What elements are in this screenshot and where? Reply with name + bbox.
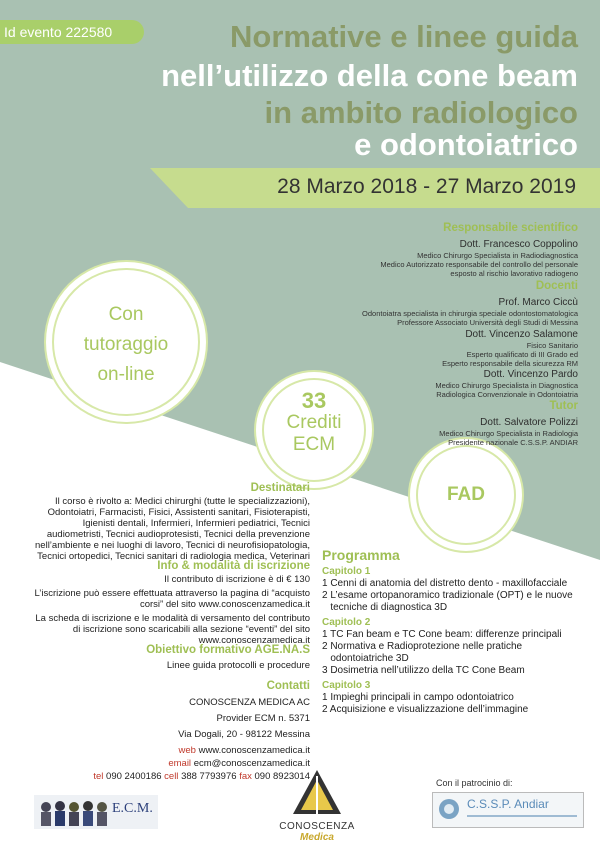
cssp-logo-text: C.S.S.P. Andiar	[467, 797, 549, 811]
info-line-6: www.conoscenzamedica.it	[198, 635, 310, 646]
ecm-logo-text: E.C.M.	[112, 801, 153, 816]
title-line-3: in ambito radiologico	[264, 95, 578, 130]
title-line-4: e odontoiatrico	[354, 127, 578, 162]
info-text	[35, 574, 311, 646]
info-line-5: di iscrizione sono scaricabili alla sezione “eventi” del sito	[72, 624, 310, 635]
programma-heading: Programma	[322, 547, 400, 563]
destinatari-line-5: nell’ambiente e nei luoghi di lavoro, Tecnici di neurofisiopatologia,	[35, 540, 310, 551]
chapter-2-item-4: 3 Dosimetria nell’utilizzo della TC Cone Beam	[322, 665, 525, 676]
destinatari-line-1: Il corso è rivolto a: Medici chirurghi (tutte le specializzazioni),	[54, 496, 310, 507]
tutor-line-1: Con	[108, 304, 144, 325]
event-dates: 28 Marzo 2018 - 27 Marzo 2019	[277, 175, 576, 198]
destinatari-line-3: Igienisti dentali, Infermieri, Infermieri pediatrici, Tecnici	[82, 518, 310, 529]
tutoring-badge	[52, 268, 200, 416]
fad-badge: FAD	[416, 445, 516, 545]
title-line-2: nell’utilizzo della cone beam	[161, 58, 578, 93]
email-link[interactable]: ecm@conoscenzamedica.it	[193, 758, 310, 769]
tel-value: 090 2400186	[106, 771, 162, 782]
chapter-2-title: Capitolo 2	[322, 617, 371, 628]
tutor-role-2: Presidente nazionale C.S.S.P. ANDIAR	[448, 438, 578, 447]
chapter-2-item-1: 1 TC Fan beam e TC Cone beam: differenze principali	[322, 629, 562, 640]
docente-1-role-2: Professore Associato Università degli Studi di Messina	[397, 318, 578, 327]
chapter-3-item-2: 2 Acquisizione e visualizzazione dell’immagine	[322, 704, 529, 715]
responsabile-heading: Responsabile scientifico	[443, 222, 578, 234]
info-line-2: L’iscrizione può essere effettuata attraverso la pagina di “acquisto	[34, 588, 310, 599]
docente-2-role-3: Esperto responsabile della sicurezza RM	[442, 359, 578, 368]
tutor-block	[439, 416, 578, 447]
fax-label: fax	[239, 771, 252, 782]
obiettivo-text: Linee guida protocolli e procedure	[166, 660, 310, 671]
destinatari-text	[35, 496, 310, 562]
destinatari-line-4: audiometristi, Tecnici audioprotesisti, Tecnici della prevenzione	[46, 529, 310, 540]
chapter-1-item-2: 2 L’esame ortopanoramico tradizionale (OPT) e le nuove	[322, 590, 573, 601]
responsabile-role-3: esposto al rischio lavorativo radiogeno	[450, 269, 578, 278]
title-line-1: Normative e linee guida	[230, 19, 578, 54]
contatti-provider: Provider ECM n. 5371	[216, 713, 310, 724]
cssp-divider	[467, 815, 577, 817]
chapter-3-item-1: 1 Impieghi principali in campo odontoiatrico	[322, 692, 514, 703]
responsabile-block	[380, 238, 578, 278]
responsabile-name: Dott. Francesco Coppolino	[459, 239, 578, 250]
docente-1-role-1: Odontoiatra specialista in chirurgia speciale odontostomatologica	[362, 309, 578, 318]
docenti-heading: Docenti	[535, 280, 578, 292]
cssp-emblem-icon	[437, 797, 461, 821]
email-label: email	[168, 758, 192, 769]
brand-name: CONOSCENZA	[279, 821, 355, 832]
docente-2-name: Dott. Vincenzo Salamone	[465, 329, 578, 340]
credits-badge	[262, 378, 366, 482]
web-label: web	[178, 745, 196, 756]
docente-3-role-2: Radiologica Convenzionale in Odontoiatria	[436, 390, 578, 399]
tutor-line-2: tutoraggio	[83, 334, 169, 355]
docente-3-name: Dott. Vincenzo Pardo	[483, 369, 578, 380]
info-line-4: La scheda di iscrizione e le modalità di versamento del contributo	[35, 613, 310, 624]
docente-2-role-2: Esperto qualificato di III Grado ed	[466, 350, 578, 359]
credits-label: Crediti	[286, 412, 342, 433]
docente-1-name: Prof. Marco Ciccù	[498, 297, 578, 308]
responsabile-role-2: Medico Autorizzato responsabile del controllo del personale	[380, 260, 578, 269]
docente-1	[362, 296, 578, 327]
cssp-andiar-logo	[432, 792, 584, 828]
credits-ecm: ECM	[292, 434, 336, 455]
fax-value: 090 8923014	[254, 771, 310, 782]
contatti-web-row	[93, 744, 310, 757]
tutor-line-3: on-line	[97, 364, 155, 385]
cell-label: cell	[164, 771, 179, 782]
destinatari-line-2: Odontoiatri, Farmacisti, Fisici, Assistenti sanitari, Fisioterapisti,	[47, 507, 310, 518]
chapter-1-item-3: tecniche di diagnostica 3D	[322, 602, 448, 613]
chapter-3-title: Capitolo 3	[322, 680, 371, 691]
info-heading: Info & modalità di iscrizione	[157, 560, 310, 572]
brand-sub: Medica	[300, 832, 334, 843]
chapter-1-title: Capitolo 1	[322, 566, 371, 577]
destinatari-line-6: Tecnici ortopedici, Tecnici sanitari di radiologia medica, Veterinari	[37, 551, 310, 562]
programma-section	[322, 546, 573, 716]
chapter-1-item-1: 1 Cenni di anatomia del distretto dento - maxillofacciale	[322, 578, 568, 589]
contatti-heading: Contatti	[266, 680, 310, 692]
chapter-2-item-2: 2 Normativa e Radioprotezione nelle pratiche	[322, 641, 523, 652]
ecm-logo	[34, 795, 158, 829]
obiettivo-heading: Obiettivo formativo AGE.NA.S	[146, 644, 310, 656]
web-link[interactable]: www.conoscenzamedica.it	[198, 745, 310, 756]
docente-3	[435, 368, 578, 399]
caduceus-icon	[291, 768, 343, 816]
responsabile-role-1: Medico Chirurgo Specialista in Radiodiagnostica	[417, 251, 578, 260]
conoscenza-logo	[272, 768, 362, 843]
info-line-1: Il contributo di iscrizione è di € 130	[164, 574, 310, 585]
tutor-role-1: Medico Chirurgo Specialista in Radiologia	[439, 429, 578, 438]
tutor-name: Dott. Salvatore Polizzi	[480, 417, 578, 428]
destinatari-heading: Destinatari	[250, 482, 310, 494]
chapter-2-item-3: odontoiatriche 3D	[322, 653, 409, 664]
cell-value: 388 7793976	[181, 771, 237, 782]
event-id-badge: Id evento 222580	[0, 20, 144, 44]
patrocinio-label: Con il patrocinio di:	[436, 778, 513, 788]
credits-number: 33	[301, 388, 327, 413]
tutor-heading: Tutor	[549, 400, 578, 412]
docente-2-role-1: Fisico Sanitario	[526, 341, 578, 350]
tel-label: tel	[93, 771, 104, 782]
docente-2	[442, 328, 578, 368]
info-line-3: corsi” del sito www.conoscenzamedica.it	[139, 599, 310, 610]
docente-3-role-1: Medico Chirurgo Specialista in Diagnostica	[435, 381, 578, 390]
contatti-org: CONOSCENZA MEDICA AC	[189, 697, 310, 708]
contatti-address: Via Dogali, 20 - 98122 Messina	[178, 729, 310, 740]
